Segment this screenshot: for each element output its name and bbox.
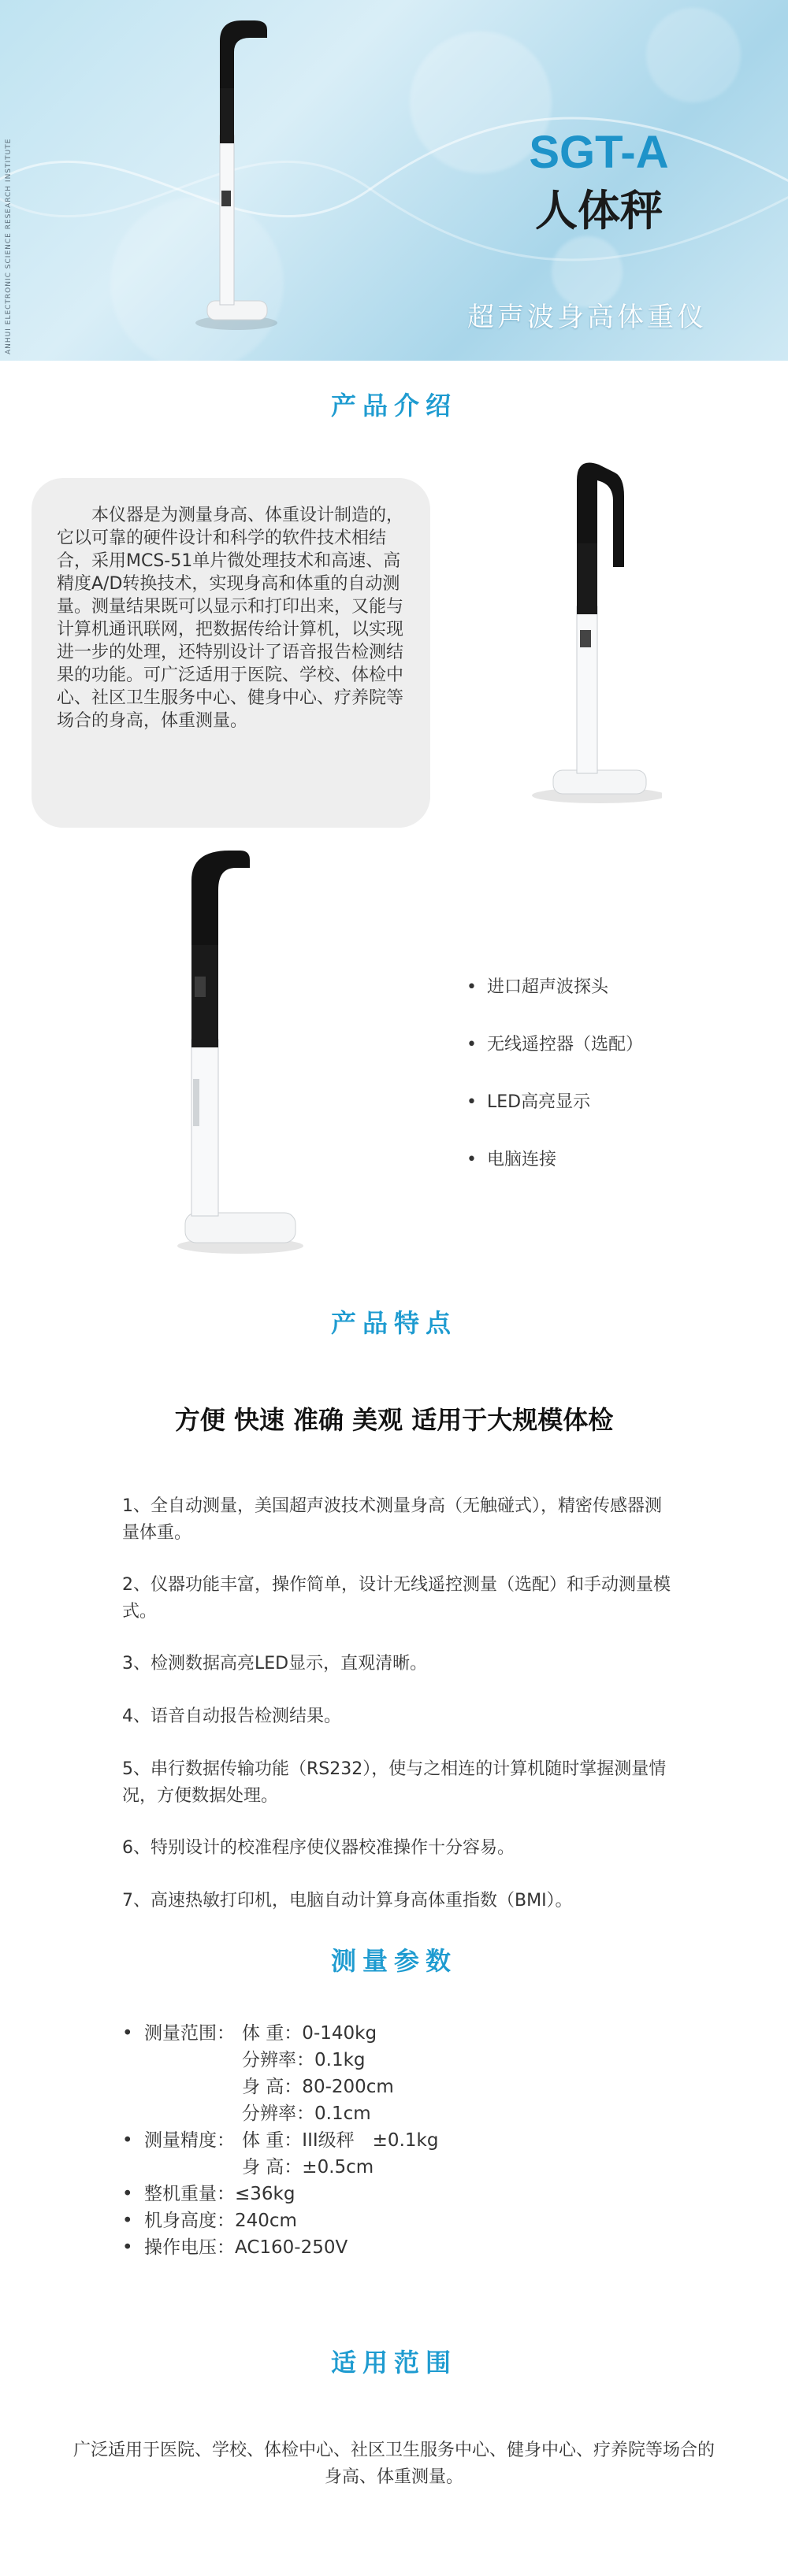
model-number: SGT-A bbox=[529, 127, 669, 178]
list-item: • 进口超声波探头 bbox=[465, 977, 764, 1034]
bullet: • bbox=[122, 2130, 133, 2151]
param-value: 身 高：80-200cm bbox=[242, 2077, 394, 2097]
bullet: • bbox=[122, 2211, 133, 2231]
institute-side-text: ANHUI ELECTRONIC SCIENCE RESEARCH INSTITUTE bbox=[5, 138, 13, 354]
param-value: 体 重：III级秤 ±0.1kg bbox=[242, 2130, 439, 2151]
param-label: 测量精度： bbox=[144, 2130, 235, 2151]
section-title-intro: 产品介绍 bbox=[330, 391, 457, 421]
feature-item: 1、全自动测量，美国超声波技术测量身高（无触碰式），精密传感器测量体重。 bbox=[122, 1496, 662, 1543]
scope-text: 广泛适用于医院、学校、体检中心、社区卫生服务中心、健身中心、疗养院等场合的身高、体重测量。 bbox=[72, 2441, 715, 2487]
param-text: 整机重量：≤36kg bbox=[144, 2184, 296, 2204]
param-value: 分辨率：0.1cm bbox=[242, 2103, 371, 2124]
features-tagline: 方便 快速 准确 美观 适用于大规模体检 bbox=[174, 1405, 614, 1435]
feature-item: 4、语音自动报告检测结果。 bbox=[122, 1707, 341, 1726]
feature-item: 7、高速热敏打印机，电脑自动计算身高体重指数（BMI）。 bbox=[122, 1891, 573, 1911]
param-value: 身 高：±0.5cm bbox=[242, 2157, 374, 2178]
bullet: • bbox=[122, 2023, 133, 2044]
feature-item: 2、仪器功能丰富，操作简单，设计无线遥控测量（选配）和手动测量模式。 bbox=[122, 1575, 671, 1622]
product-image-front bbox=[162, 843, 311, 1260]
bullet: • bbox=[122, 2237, 133, 2258]
param-value: 体 重：0-140kg bbox=[242, 2023, 377, 2044]
highlight-list bbox=[465, 977, 764, 1206]
feature-item: 6、特别设计的校准程序使仪器校准操作十分容易。 bbox=[122, 1838, 515, 1858]
intro-text: 本仪器是为测量身高、体重设计制造的，它以可靠的硬件设计和科学的软件技术相结合，采用MCS-51单片微处理技术和高速、高精度A/D转换技术，实现身高和体重的自动测量。测量结果既可以显示和打印出来，又能与计算机通讯联网，把数据传给计算机，以实现进一步的处理，还特别设计了语音报告检测结果的功能。可广泛适用于医院、学校、体检中心、社区卫生服务中心、健身中心、疗养院等场合的身高，体重测量。 bbox=[57, 506, 404, 732]
param-text: 操作电压：AC160-250V bbox=[144, 2237, 348, 2258]
bullet: • bbox=[122, 2184, 133, 2204]
hero-banner bbox=[0, 0, 788, 361]
section-title-features: 产品特点 bbox=[330, 1308, 457, 1338]
product-name: 人体秤 bbox=[535, 186, 663, 235]
feature-item: 5、串行数据传输功能（RS232），使与之相连的计算机随时掌握测量情况，方便数据处理。 bbox=[122, 1759, 667, 1806]
param-text: 机身高度：240cm bbox=[144, 2211, 297, 2231]
list-item: • LED高亮显示 bbox=[465, 1092, 764, 1149]
param-value: 分辨率：0.1kg bbox=[242, 2050, 366, 2070]
section-title-scope: 适用范围 bbox=[330, 2348, 457, 2378]
product-image-side bbox=[504, 449, 662, 811]
section-title-params: 测量参数 bbox=[330, 1946, 457, 1976]
param-label: 测量范围： bbox=[144, 2023, 235, 2044]
feature-item: 3、检测数据高亮LED显示，直观清晰。 bbox=[122, 1654, 428, 1673]
list-item: • 电脑连接 bbox=[465, 1149, 764, 1206]
banner-subtitle: 超声波身高体重仪 bbox=[467, 302, 707, 333]
banner-product-image bbox=[193, 17, 280, 332]
list-item: • 无线遥控器（选配） bbox=[465, 1034, 764, 1092]
